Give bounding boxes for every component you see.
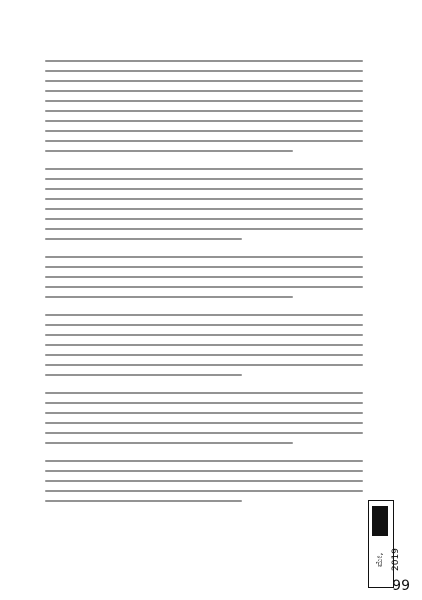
side-date: ಮೇ, 2019	[375, 548, 401, 572]
publication-logo	[372, 506, 388, 536]
page-number: 99	[392, 578, 410, 594]
body-text	[45, 60, 363, 510]
